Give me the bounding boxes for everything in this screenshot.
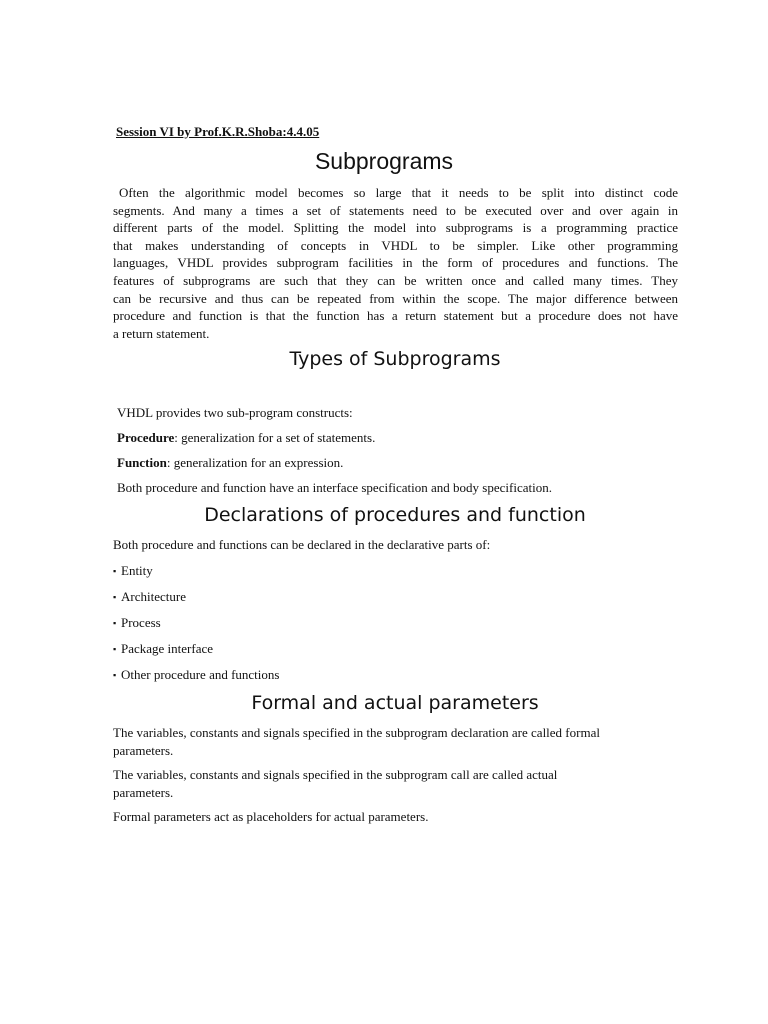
list-item: ▪ Entity (113, 563, 153, 578)
types-heading: Types of Subprograms (289, 348, 501, 370)
list-item: ▪ Other procedure and functions (113, 667, 280, 682)
bullet-icon: ▪ (113, 644, 117, 654)
intro-line: features of subprograms are such that they can be written once and called many times. They (113, 272, 678, 288)
formal-parameters-paragraph (113, 724, 673, 759)
intro-paragraph (113, 184, 678, 342)
intro-line: segments. And many a times a set of statements need to be executed over and over again in (113, 202, 678, 218)
parameters-heading: Formal and actual parameters (251, 692, 539, 714)
declarations-heading: Declarations of procedures and function (204, 504, 586, 526)
intro-line: can be recursive and thus can be repeated from within the scope. The major difference between (113, 290, 678, 306)
types-lead: VHDL provides two sub-program constructs: (117, 405, 353, 420)
types-closing: Both procedure and function have an interface specification and body specification. (117, 480, 552, 495)
list-item: ▪ Architecture (113, 589, 186, 604)
procedure-term: Procedure (117, 430, 175, 445)
page-title: Subprograms (314, 148, 454, 174)
procedure-desc: : generalization for a set of statements. (174, 430, 376, 445)
bullet-icon: ▪ (113, 618, 117, 628)
procedure-definition (117, 430, 375, 446)
placeholder-paragraph: Formal parameters act as placeholders for actual parameters. (113, 809, 429, 824)
intro-line: languages, VHDL provides subprogram facilities in the form of procedures and functions. The (113, 255, 678, 271)
intro-line: Often the algorithmic model becomes so large that it needs to be split into distinct code (119, 185, 678, 200)
bullet-icon: ▪ (113, 670, 117, 680)
paragraph-line: parameters. (113, 784, 174, 800)
bullet-icon: ▪ (113, 592, 117, 602)
function-desc: : generalization for an expression. (166, 455, 344, 470)
intro-line: that makes understanding of concepts in VHDL to be simpler. Like other programming (113, 237, 678, 253)
intro-line: procedure and function is that the function has a return statement but a procedure does not have (113, 308, 678, 324)
session-header: Session VI by Prof.K.R.Shoba:4.4.05 (116, 124, 320, 139)
paragraph-line: The variables, constants and signals specified in the subprogram declaration are called formal (113, 725, 600, 740)
function-definition (117, 455, 343, 471)
paragraph-line: The variables, constants and signals specified in the subprogram call are called actual (113, 767, 558, 782)
declarations-lead: Both procedure and functions can be declared in the declarative parts of: (113, 537, 491, 552)
list-item: ▪ Process (113, 615, 161, 630)
function-term: Function (117, 455, 167, 470)
intro-line: a return statement. (113, 325, 210, 341)
list-item: ▪ Package interface (113, 641, 214, 656)
actual-parameters-paragraph (113, 766, 673, 801)
intro-line: different parts of the model. Splitting the model into subprograms is a programming practice (113, 220, 678, 236)
paragraph-line: parameters. (113, 742, 174, 758)
bullet-icon: ▪ (113, 566, 117, 576)
